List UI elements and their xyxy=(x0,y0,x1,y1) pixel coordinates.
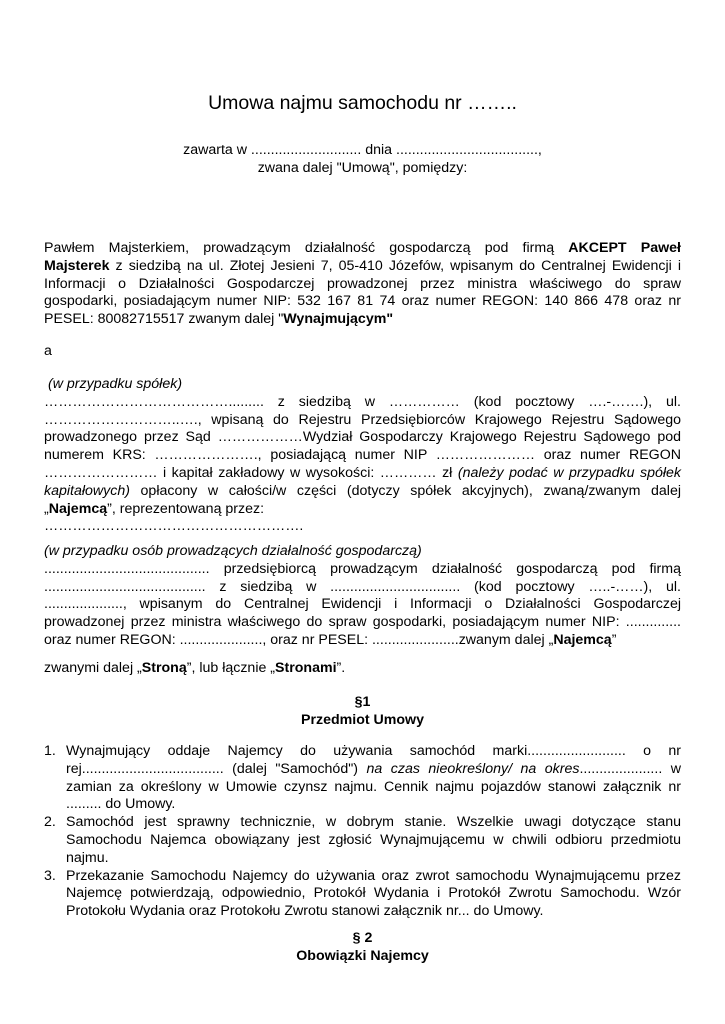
section2-title: Obowiązki Najemcy xyxy=(296,948,429,964)
called-line: zwana dalej "Umową", pomiędzy: xyxy=(257,160,468,176)
lessee-role: Najemcą xyxy=(48,500,108,517)
lessor-paragraph: Pawłem Majsterkiem, prowadzącym działalność gospodarczą pod firmą AKCEPT Paweł Majsterek z siedzibą na ul. Złotej Jesieni 7, 05-410 Józefów, wpisanym do Centralnej Ewidencji i Informacji o Działalności Gospodarczej prowadzonej przez ministra właściwego do spraw gospodarki, posiadającym numer NIP: 532 167 81 74 oraz numer REGON: 140 866 478 oraz nr PESEL: 80082715517 zwanym dalej "Wynajmującym" xyxy=(44,240,681,328)
section1-title: Przedmiot Umowy xyxy=(301,712,424,728)
section1-list xyxy=(44,743,681,921)
lessor-company-name: AKCEPT Paweł xyxy=(568,240,681,256)
contract-title: Umowa najmu samochodu nr …….. xyxy=(208,92,517,114)
company-variant: (w przypadku spółek) …………………………………......... z siedzibą w …………… (kod pocztowy ….-…….), ul. ………………………..…., wpisaną do Rejestru Przedsiębiorców Krajowego Rejestru Sądowego prowadzonego przez Sąd ………………Wydział Gospodarczy Krajowego Rejestru Sądowego pod numerem KRS: …………………., posiadającą numer NIP ………………… oraz numer REGON …………………… i kapitał zakładowy w wysokości: ………… zł (należy podać w przypadku spółek kapitałowych) opłacony w całości/w części (dotyczy spółek akcyjnych), zwaną/zwanym dalej „Najemcą”, reprezentowaną przez: ………………………………………………. xyxy=(44,376,681,535)
list-item: 3. Przekazanie Samochodu Najemcy do używania oraz zwrot samochodu Wynajmującemu przez Najemcę potwierdzają, odpowiednio, Protokół Wydania i Protokół Zwrotu Samochodu. Wzór Protokołu Wydania oraz Protokołu Zwrotu stanowi załącznik nr... do Umowy. xyxy=(44,867,681,920)
lessor-role: Wynajmującym" xyxy=(283,311,394,328)
list-item: 1. Wynajmujący oddaje Najemcy do używania samochód marki......................... o nr rej.................................... (dalej "Samochód") na czas nieokreślony/ na okres..................... w zamian za określony w Umowie czynsz najmu. Cennik najmu pojazdów stanowi załącznik nr ......... do Umowy. xyxy=(44,743,681,813)
individual-heading: (w przypadku osób prowadzących działalność gospodarczą) xyxy=(44,543,422,559)
lessor-company-name-cont: Majsterek xyxy=(44,257,110,274)
company-heading: (w przypadku spółek) xyxy=(48,376,183,392)
and-word: a xyxy=(44,343,52,359)
section2-number: § 2 xyxy=(352,930,373,946)
section1-number: §1 xyxy=(354,694,371,710)
individual-variant: (w przypadku osób prowadzących działalność gospodarczą) .......................................... przedsiębiorcą prowadzącym działalność gospodarczą pod firmą ......................................... z siedzibą w ................................. (kod pocztowy …..-……), ul. ...................., wpisanym do Centralnej Ewidencji i Informacji o Działalności Gospodarczej prowadzonej przez ministra właściwego do spraw gospodarki, posiadającym numer NIP: .............. oraz numer REGON: ....................., oraz nr PESEL: ......................zwanym dalej „Najemcą” xyxy=(44,543,681,648)
parties-line: zwanymi dalej „Stroną”, lub łącznie „Stronami”. xyxy=(44,660,346,676)
concluded-line: zawarta w ............................ dnia ...................................., xyxy=(183,142,542,158)
list-item: 2. Samochód jest sprawny technicznie, w dobrym stanie. Wszelkie uwagi dotyczące stanu Samochodu Najemca obowiązany jest zgłosić Wynajmującemu w chwili odbioru przedmiotu najmu. xyxy=(44,814,681,866)
